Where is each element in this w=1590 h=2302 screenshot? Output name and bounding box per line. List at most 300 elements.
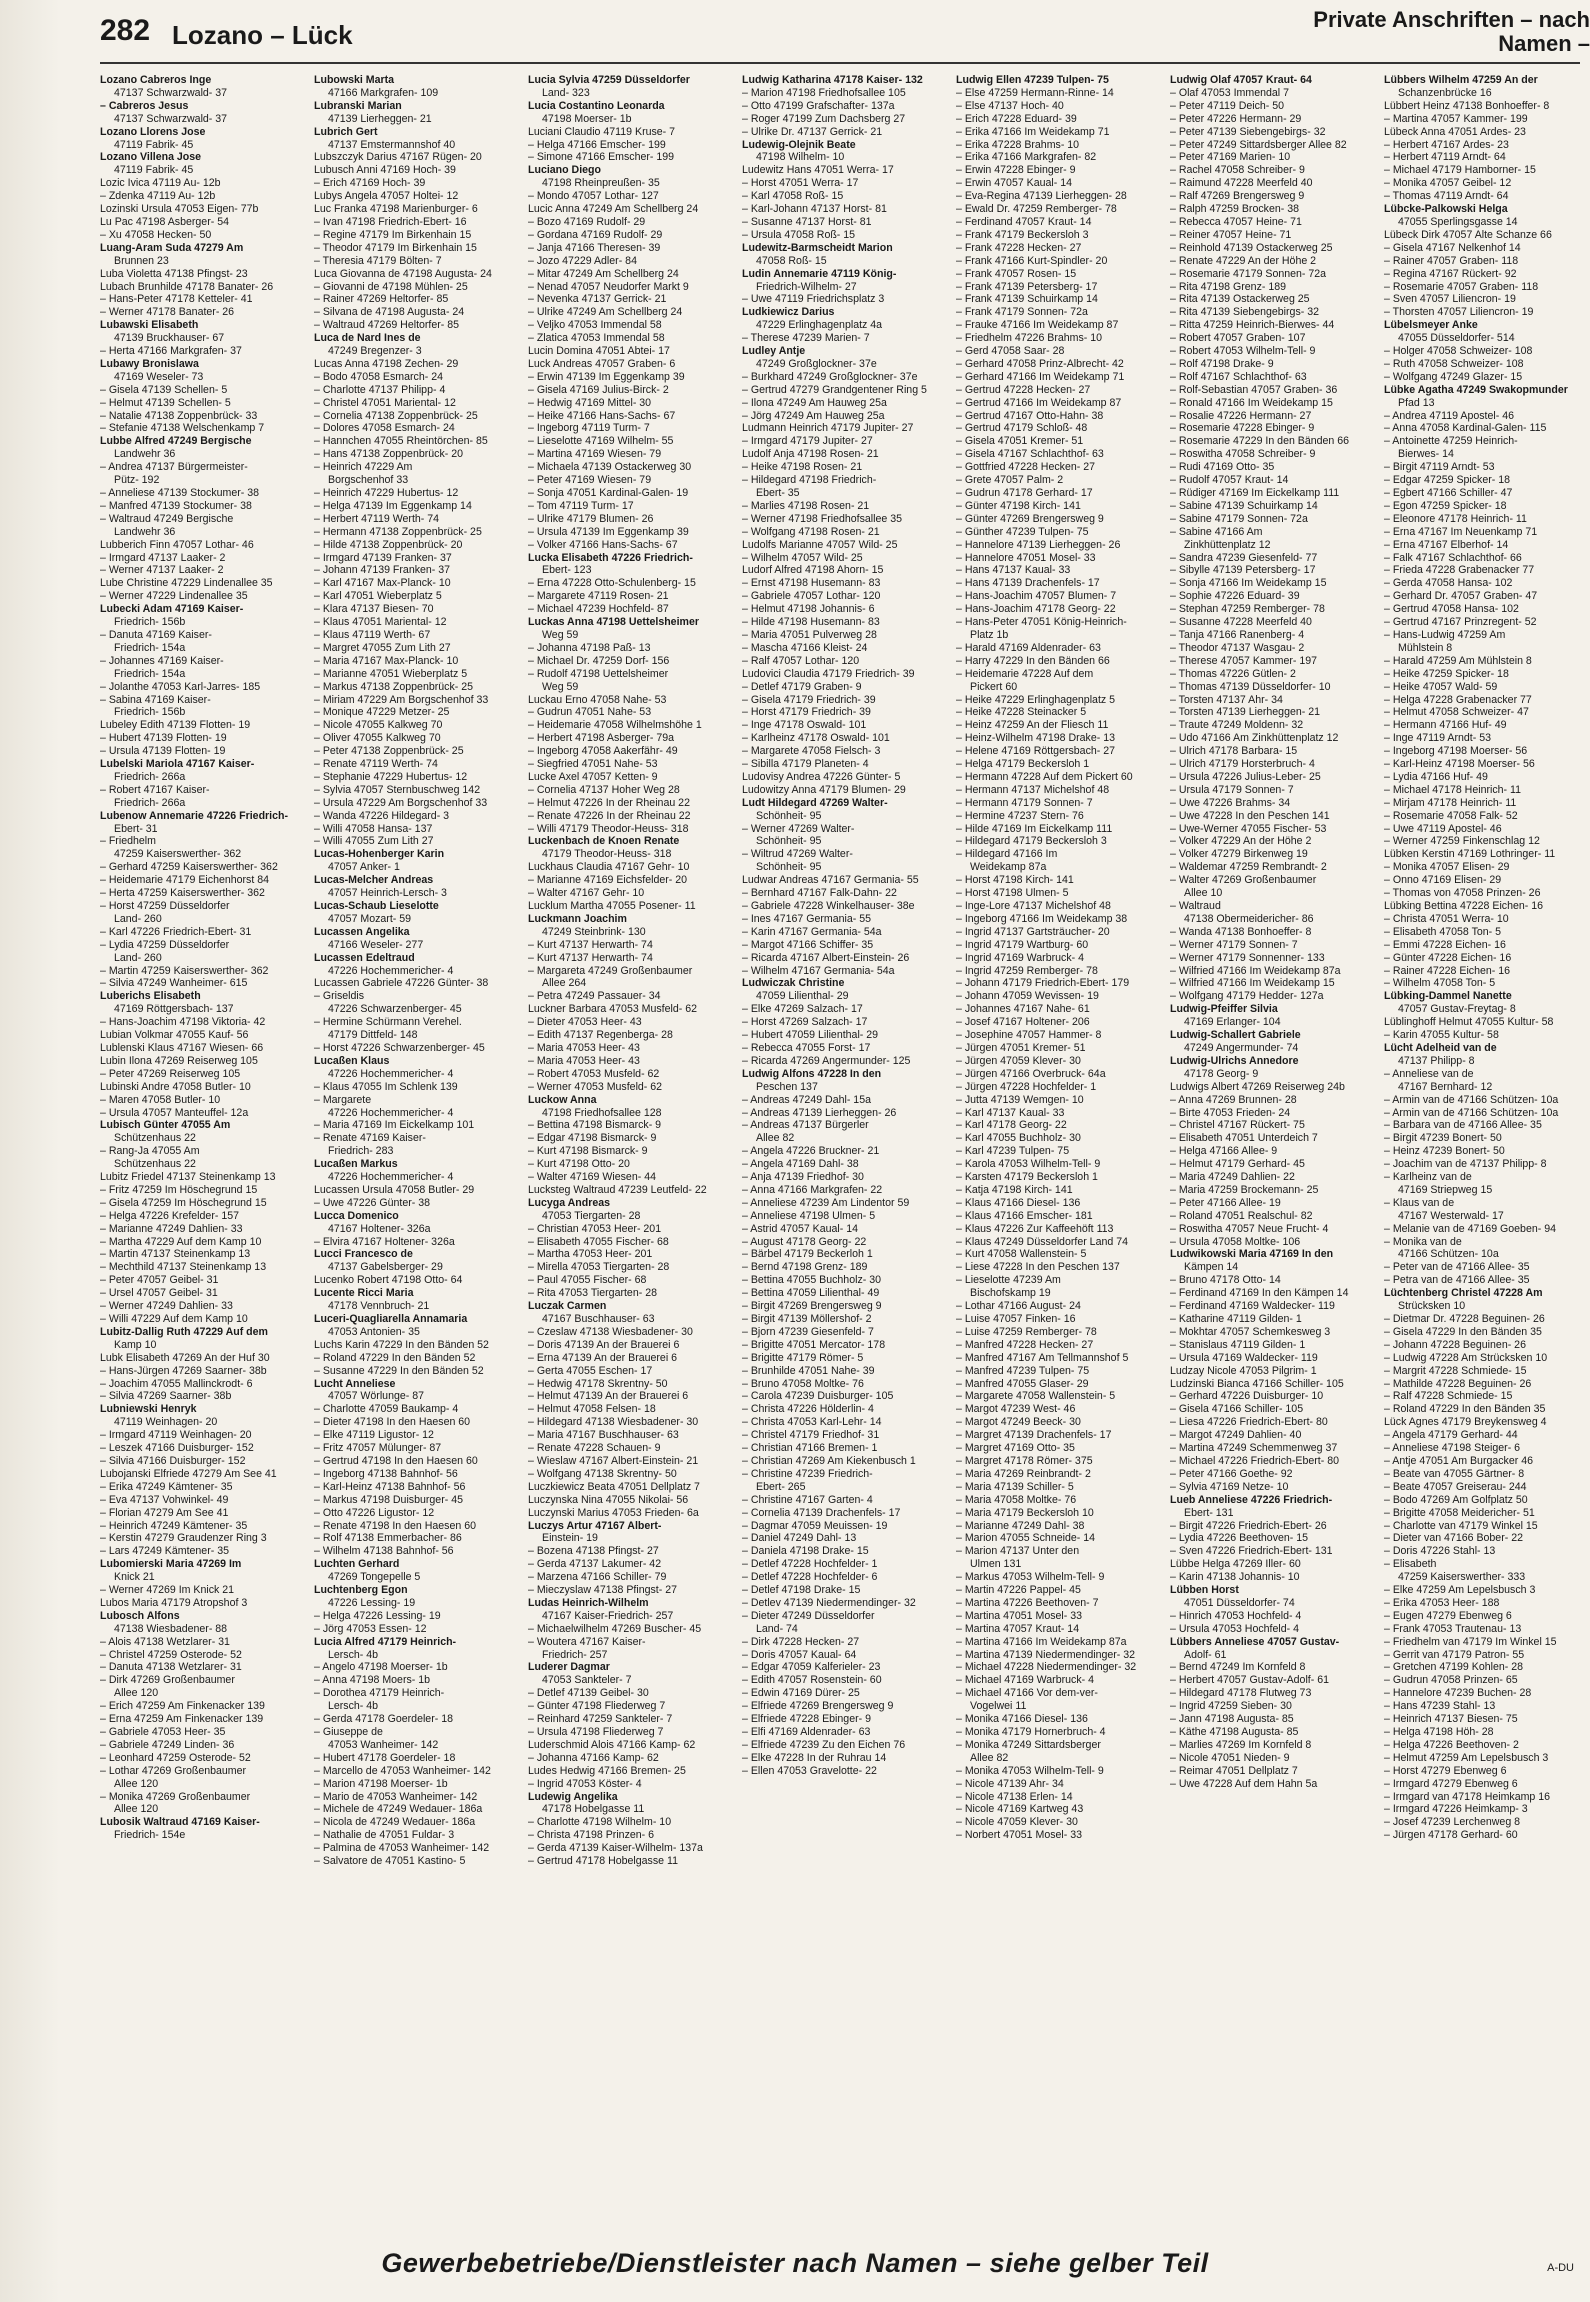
directory-entry: – Paul 47055 Fischer- 68	[528, 1274, 647, 1287]
directory-entry: – Veljko 47053 Immendal 58	[528, 319, 662, 332]
directory-entry: Lubawy Bronislawa	[100, 357, 199, 370]
directory-entry: – Johanna 47166 Kamp- 62	[528, 1751, 659, 1764]
directory-entry: – Ferdinand 47169 In den Kämpen 14	[1170, 1287, 1349, 1300]
directory-entry: – Wilhelm 47057 Wild- 25	[742, 551, 863, 564]
directory-entry: – Erich 47259 Am Finkenacker 139	[100, 1700, 265, 1713]
directory-entry: – Rita 47139 Siebengebirgs- 32	[1170, 306, 1320, 319]
directory-entry: Pütz- 192	[114, 474, 160, 487]
directory-entry: Ludovisy Andrea 47226 Günter- 5	[742, 770, 901, 783]
directory-entry: – Dieter van 47166 Bober- 22	[1384, 1532, 1523, 1545]
directory-entry: – Michael 47169 Warbruck- 4	[956, 1674, 1094, 1687]
directory-entry: – Bernd 47249 Im Kornfeld 8	[1170, 1661, 1306, 1674]
directory-entry: Knick 21	[114, 1571, 155, 1584]
directory-entry: – Helmut 47058 Schweizer- 47	[1384, 706, 1529, 719]
directory-entry: – Hannchen 47055 Rheintörchen- 85	[314, 435, 488, 448]
directory-entry: – Cornelia 47137 Hoher Weg 28	[528, 783, 680, 796]
directory-entry: – Maria 47169 Im Eickelkamp 101	[314, 1119, 475, 1132]
directory-entry: – Karl-Johann 47137 Horst- 81	[742, 203, 887, 216]
directory-entry: – Bettina 47055 Buchholz- 30	[742, 1274, 881, 1287]
directory-entry: 47226 Hochemmericher- 4	[328, 1067, 454, 1080]
directory-entry: Friedrich- 283	[328, 1145, 394, 1158]
directory-entry: – Marianne 47249 Dahlien- 33	[100, 1222, 243, 1235]
directory-entry: Schönheit- 95	[756, 809, 822, 822]
directory-entry: Land- 260	[114, 951, 162, 964]
directory-entry: – Manfred 47228 Hecken- 27	[956, 1338, 1094, 1351]
directory-entry: Luderer Dagmar	[528, 1661, 610, 1674]
directory-entry: – Margret 47169 Otto- 35	[956, 1442, 1075, 1455]
directory-entry: – Sonja 47051 Kardinal-Galen- 19	[528, 487, 689, 499]
directory-entry: – Margareta 47249 Großenbaumer	[528, 964, 693, 977]
directory-entry: – Hans-Joachim 47057 Blumen- 7	[956, 590, 1117, 603]
directory-entry: – Uwe 47226 Brahms- 34	[1170, 796, 1291, 809]
directory-entry: Lublenski Klaus 47167 Wiesen- 66	[100, 1041, 264, 1054]
directory-entry: – Elke 47259 Am Lepelsbusch 3	[1384, 1584, 1536, 1597]
directory-entry: Lübben Horst	[1170, 1584, 1239, 1597]
directory-entry: – Monika 47269 Großenbaumer	[100, 1790, 251, 1803]
directory-entry: Lubrich Gert	[314, 125, 378, 138]
directory-entry: – Tom 47119 Turm- 17	[528, 499, 634, 512]
directory-entry: – Gertrud 47178 Hobelgasse 11	[528, 1855, 678, 1868]
directory-entry: Lubomierski Maria 47269 Im	[100, 1558, 242, 1571]
directory-entry: – Ingrid 47179 Wartburg- 60	[956, 938, 1089, 951]
directory-entry: – Silvia 47269 Saarner- 38b	[100, 1390, 232, 1403]
directory-entry: – Robert 47053 Wilhelm-Tell- 9	[1170, 345, 1316, 358]
directory-entry: – Hermann 47166 Huf- 49	[1384, 719, 1507, 732]
directory-entry: – Bruno 47178 Otto- 14	[1170, 1274, 1281, 1287]
directory-entry: – Johannes 47169 Kaiser-	[100, 654, 224, 667]
directory-entry: – Hubert 47139 Flotten- 19	[100, 732, 227, 745]
directory-entry: – Helga 47139 Im Eggenkamp 14	[314, 499, 472, 512]
directory-entry: 47169 Weseler- 73	[114, 370, 204, 383]
directory-entry: – Ursula 47226 Julius-Leber- 25	[1170, 770, 1321, 783]
directory-entry: – Heinrich 47137 Biesen- 75	[1384, 1713, 1518, 1726]
directory-entry: Lozic Ivica 47119 Au- 12b	[100, 177, 221, 190]
directory-entry: – Ulrike 47249 Am Schellberg 24	[528, 306, 683, 319]
directory-entry: Lube Christine 47229 Lindenallee 35	[100, 577, 273, 590]
directory-entry: – Edgar 47198 Bismarck- 9	[528, 1132, 657, 1145]
directory-entry: Lübcke-Palkowski Helga	[1384, 203, 1508, 216]
directory-entry: – Siegfried 47051 Nahe- 53	[528, 758, 658, 771]
directory-entry: – Cornelia 47138 Zoppenbrück- 25	[314, 409, 478, 422]
directory-entry: – Else 47137 Hoch- 40	[956, 99, 1064, 112]
directory-entry: – Heinz 47259 An der Fliesch 11	[956, 719, 1109, 732]
directory-entry: 47057 Heinrich-Lersch- 3	[328, 887, 447, 900]
directory-entry: Ebert- 35	[756, 487, 800, 499]
directory-entry: Lübke Agatha 47249 Swakopmunder	[1384, 383, 1568, 396]
directory-entry: Luczynska Nina 47055 Nikolai- 56	[528, 1493, 689, 1506]
directory-entry: – Andrea 47119 Apostel- 46	[1384, 409, 1514, 422]
directory-entry: – Charlotte van 47179 Winkel 15	[1384, 1519, 1538, 1532]
directory-entry: – Ralph 47259 Brocken- 38	[1170, 203, 1299, 216]
directory-entry: – Frieda 47228 Grabenacker 77	[1384, 564, 1535, 577]
directory-entry: Luczynski Marius 47053 Frieden- 6a	[528, 1506, 699, 1519]
directory-entry: – Olaf 47053 Immendal 7	[1170, 86, 1289, 99]
directory-entry: – Nevenka 47137 Gerrick- 21	[528, 293, 667, 306]
directory-entry: Luchs Karin 47229 In den Bänden 52	[314, 1338, 489, 1351]
directory-entry: – Birte 47053 Frieden- 24	[1170, 1106, 1291, 1119]
directory-entry: Land- 260	[114, 912, 162, 925]
directory-entry: – Ursula 47139 Im Eggenkamp 39	[528, 525, 689, 538]
directory-entry: – Theodor 47179 Im Birkenhain 15	[314, 241, 477, 254]
directory-entry: – Egbert 47166 Schiller- 47	[1384, 487, 1513, 499]
directory-entry: 47249 Angermunder- 74	[1184, 1041, 1299, 1054]
directory-entry: – Stephanie 47229 Hubertus- 12	[314, 770, 468, 783]
directory-entry: – Jürgen 47166 Overbruck- 64a	[956, 1067, 1106, 1080]
directory-entry: Lubin Ilona 47269 Reiserweg 105	[100, 1054, 258, 1067]
directory-entry: – Herbert 47057 Gustav-Adolf- 61	[1170, 1674, 1329, 1687]
directory-entry: – Peter 47226 Hermann- 29	[1170, 112, 1302, 125]
directory-entry: – Marianne 47169 Eichsfelder- 20	[528, 874, 688, 887]
directory-entry: – Hilde 47198 Husemann- 83	[742, 616, 880, 629]
directory-entry: – Klaus van de	[1384, 1196, 1455, 1209]
directory-entry: – Ulrich 47178 Barbara- 15	[1170, 745, 1298, 758]
directory-entry: – Klaus 47055 Im Schlenk 139	[314, 1080, 458, 1093]
directory-entry: – Liesa 47226 Friedrich-Ebert- 80	[1170, 1416, 1328, 1429]
directory-entry: – Herbert 47119 Arndt- 64	[1384, 151, 1506, 164]
page-number: 282	[100, 14, 151, 47]
directory-entry: – Ernst 47198 Husemann- 83	[742, 577, 881, 590]
directory-columns	[100, 74, 1580, 2234]
directory-entry: – Kurt 47137 Herwarth- 74	[528, 951, 653, 964]
directory-entry: – Ulrike Dr. 47137 Gerrick- 21	[742, 125, 883, 138]
page-name-range: Lozano – Lück	[172, 20, 353, 50]
directory-entry: – Robert 47053 Musfeld- 62	[528, 1067, 660, 1080]
directory-entry: – Rolf 47198 Drake- 9	[1170, 357, 1274, 370]
directory-entry: – Charlotte 47198 Wilhelm- 10	[528, 1816, 672, 1829]
directory-column-3	[528, 74, 724, 2234]
directory-entry: – Theodor 47137 Wasgau- 2	[1170, 641, 1305, 654]
directory-entry: – Lieselotte 47239 Am	[956, 1274, 1061, 1287]
directory-entry: – Ralf 47057 Lothar- 120	[742, 654, 860, 667]
directory-entry: – Eva-Regina 47139 Lierheggen- 28	[956, 190, 1127, 203]
directory-entry: – Gertrud 47279 Grandgentener Ring 5	[742, 383, 927, 396]
directory-entry: – Gisela 47179 Friedrich- 39	[742, 693, 876, 706]
directory-entry: – Angela 47226 Bruckner- 21	[742, 1145, 880, 1158]
directory-entry: – Robert 47057 Graben- 107	[1170, 332, 1306, 345]
directory-entry: Ludzinski Bianca 47166 Schiller- 105	[1170, 1377, 1344, 1390]
directory-entry: – Griseldis	[314, 990, 365, 1003]
directory-entry: – Therese 47239 Marien- 7	[742, 332, 870, 345]
directory-entry: – Angela 47169 Dahl- 38	[742, 1158, 859, 1171]
directory-entry: – Christa 47226 Hölderlin- 4	[742, 1403, 874, 1416]
directory-entry: Vogelwei 11	[970, 1700, 1027, 1713]
directory-entry: – Wiltrud 47269 Walter-	[742, 848, 853, 861]
directory-entry: – Martina 47057 Kammer- 199	[1384, 112, 1528, 125]
directory-entry: Einstein- 19	[542, 1532, 598, 1545]
directory-entry: – Andreas 47139 Lierheggen- 26	[742, 1106, 897, 1119]
directory-entry: Schützenhaus 22	[114, 1132, 196, 1145]
directory-entry: – Peter 47139 Siebengebirgs- 32	[1170, 125, 1326, 138]
directory-entry: – Günter 47198 Kirch- 141	[956, 499, 1081, 512]
directory-column-7	[1384, 74, 1580, 2234]
directory-entry: – Ingeborg 47166 Im Weidekamp 38	[956, 912, 1128, 925]
directory-column-6	[1170, 74, 1366, 2234]
directory-entry: – Hermann 47228 Auf dem Pickert 60	[956, 770, 1133, 783]
directory-entry: – Irmgard 47226 Heimkamp- 3	[1384, 1803, 1528, 1816]
directory-entry: 47137 Schwarzwald- 37	[114, 112, 228, 125]
directory-entry: Luciano Diego	[528, 164, 601, 177]
directory-entry: – Oliver 47055 Kalkweg 70	[314, 732, 441, 745]
directory-entry: Lucas Anna 47198 Zechen- 29	[314, 357, 459, 370]
directory-entry: – Stanislaus 47119 Gilden- 1	[1170, 1338, 1306, 1351]
directory-entry: – Angelo 47198 Moerser- 1b	[314, 1661, 448, 1674]
directory-entry: – Rolf-Sebastian 47057 Graben- 36	[1170, 383, 1338, 396]
directory-entry: – Johann 47139 Franken- 37	[314, 564, 451, 577]
directory-entry: 47249 Steinbrink- 130	[542, 925, 646, 938]
directory-entry: – Heidemarie 47058 Wilhelmshöhe 1	[528, 719, 702, 732]
directory-entry: Lucente Ricci Maria	[314, 1287, 414, 1300]
directory-entry: Ludkiewicz Darius	[742, 306, 835, 319]
directory-entry: – Hans 47137 Kaual- 33	[956, 564, 1071, 577]
directory-entry: – Falk 47167 Schlachthof- 66	[1384, 551, 1522, 564]
directory-entry: Lüblinghoff Helmut 47055 Kultur- 58	[1384, 1016, 1554, 1029]
directory-entry: 47226 Hochemmericher- 4	[328, 1106, 454, 1119]
directory-entry: – Gerd 47058 Saar- 28	[956, 345, 1065, 358]
directory-entry: – Bernd 47198 Grenz- 189	[742, 1261, 868, 1274]
directory-entry: – Johann 47179 Friedrich-Ebert- 179	[956, 977, 1130, 990]
directory-entry: – Heike 47229 Erlinghagenplatz 5	[956, 693, 1116, 706]
directory-entry: – Xu 47058 Hecken- 50	[100, 228, 212, 241]
page-header	[100, 8, 1590, 68]
directory-entry: – Salvatore de 47051 Kastino- 5	[314, 1855, 466, 1868]
directory-entry: – Karola 47053 Wilhelm-Tell- 9	[956, 1158, 1101, 1171]
directory-entry: – Torsten 47137 Ahr- 34	[1170, 693, 1283, 706]
directory-entry: – Horst 47259 Düsseldorfer	[100, 900, 230, 912]
directory-entry: – Roswitha 47057 Neue Frucht- 4	[1170, 1222, 1329, 1235]
directory-entry: – Gertrud 47166 Im Weidekamp 87	[956, 396, 1122, 409]
directory-entry: – Frank 47228 Hecken- 27	[956, 241, 1082, 254]
directory-entry: Ludorf Alfred 47198 Ahorn- 15	[742, 564, 884, 577]
directory-entry: – Lydia 47259 Düsseldorfer	[100, 938, 230, 951]
directory-entry: – Anneliese 47139 Stockumer- 38	[100, 487, 260, 499]
directory-entry: – Rainer 47228 Eichen- 16	[1384, 964, 1511, 977]
directory-entry: – Elfriede 47269 Brengersweg 9	[742, 1700, 894, 1713]
directory-entry: – Martin 47226 Pappel- 45	[956, 1584, 1081, 1597]
directory-entry: – Willi 47229 Auf dem Kamp 10	[100, 1313, 248, 1325]
directory-entry: – Manfred 47239 Tulpen- 75	[956, 1364, 1090, 1377]
directory-entry: – Karin 47055 Kultur- 58	[1384, 1029, 1499, 1042]
directory-entry: Luceri-Quagliarella Annamaria	[314, 1313, 468, 1325]
directory-entry: – Anna 47166 Markgrafen- 22	[742, 1183, 883, 1196]
directory-entry: 47169 Striepweg 15	[1398, 1183, 1493, 1196]
directory-entry: – Raimund 47228 Meerfeld 40	[1170, 177, 1313, 190]
directory-entry: – Thomas 47139 Düsseldorfer- 10	[1170, 680, 1331, 693]
directory-entry: 47249 Großglockner- 37e	[756, 357, 877, 370]
directory-entry: – Harald 47169 Aldenrader- 63	[956, 641, 1101, 654]
directory-entry: Lübbers Wilhelm 47259 An der	[1384, 74, 1538, 86]
directory-entry: Lübelsmeyer Anke	[1384, 319, 1478, 332]
directory-entry: – Jürgen 47228 Hochfelder- 1	[956, 1080, 1097, 1093]
directory-entry: – Ursula 47058 Roß- 15	[742, 228, 856, 241]
directory-entry: Ludovici Claudia 47179 Friedrich- 39	[742, 667, 915, 680]
directory-entry: – August 47178 Georg- 22	[742, 1235, 867, 1248]
directory-entry: – Jozo 47229 Adler- 84	[528, 254, 637, 267]
directory-entry: Luckow Anna	[528, 1093, 597, 1106]
directory-entry: – Horst 47198 Kirch- 141	[956, 874, 1074, 887]
directory-entry: – Gertrud 47167 Prinzregent- 52	[1384, 616, 1537, 629]
directory-entry: – Andreas 47137 Bürgerler	[742, 1119, 869, 1132]
directory-entry: – Frank 47139 Petersberg- 17	[956, 280, 1098, 293]
directory-entry: – Gisela 47139 Schellen- 5	[100, 383, 228, 396]
directory-entry: – Ingrid 47259 Sieben- 30	[1170, 1700, 1292, 1713]
directory-entry: – Armin van de 47166 Schützen- 10a	[1384, 1093, 1559, 1106]
directory-entry: 47057 Wörlunge- 87	[328, 1390, 424, 1403]
directory-entry: 47198 Wilhelm- 10	[756, 151, 845, 164]
directory-entry: – Manfred 47055 Glaser- 29	[956, 1377, 1089, 1390]
directory-entry: – Ursula 47179 Sonnen- 7	[1170, 783, 1294, 796]
directory-entry: Ludin Annemarie 47119 König-	[742, 267, 897, 280]
directory-entry: – Hans-Joachim 47198 Viktoria- 42	[100, 1016, 266, 1029]
directory-entry: Ludwig Alfons 47228 In den	[742, 1067, 882, 1080]
directory-entry: – Erna 47259 Am Finkenacker 139	[100, 1713, 264, 1726]
directory-entry: – Marianne 47249 Dahl- 38	[956, 1519, 1085, 1532]
directory-entry: 47055 Sperlingsgasse 14	[1398, 215, 1518, 228]
directory-entry: – Renate 47228 Schauen- 9	[528, 1442, 661, 1455]
directory-entry: – Gerhard 47259 Kaiserswerther- 362	[100, 861, 278, 874]
directory-entry: – Birgit 47269 Brengersweg 9	[742, 1300, 882, 1313]
footer-code: A-DU	[1547, 2262, 1574, 2274]
directory-entry: – Inge 47119 Arndt- 53	[1384, 732, 1492, 745]
directory-entry: – Käthe 47198 Augusta- 85	[1170, 1726, 1299, 1738]
directory-entry: 47167 Westerwald- 17	[1398, 1209, 1504, 1222]
directory-entry: Lubojanski Elfriede 47279 Am See 41	[100, 1467, 277, 1480]
directory-entry: – Rosemarie 47057 Graben- 118	[1384, 280, 1539, 293]
directory-entry: – Werner 47137 Laaker- 2	[100, 564, 224, 577]
directory-entry: 47057 Mozart- 59	[328, 912, 412, 925]
directory-entry: – Grete 47057 Palm- 2	[956, 474, 1064, 487]
directory-entry: – Zdenka 47119 Au- 12b	[100, 190, 216, 203]
directory-entry: – Hermann 47138 Zoppenbrück- 25	[314, 525, 482, 538]
directory-entry: – Rainer 47057 Graben- 118	[1384, 254, 1519, 267]
directory-entry: – Ingrid 47169 Warbruck- 4	[956, 951, 1084, 964]
directory-entry: – Torsten 47139 Lierheggen- 21	[1170, 706, 1320, 719]
directory-entry: – Jörg 47053 Essen- 12	[314, 1622, 427, 1635]
directory-entry: Ludwig Ellen 47239 Tulpen- 75	[956, 74, 1109, 86]
directory-entry: Ludewitz-Barmscheidt Marion	[742, 241, 893, 254]
directory-entry: – Roger 47199 Zum Dachsberg 27	[742, 112, 906, 125]
directory-entry: – Martin 47137 Steinenkamp 13	[100, 1248, 251, 1261]
directory-entry: – Hannelore 47139 Lierheggen- 26	[956, 538, 1121, 551]
directory-entry: – Gisela 47167 Nelkenhof 14	[1384, 241, 1521, 254]
directory-entry: Ludewig-Olejnik Beate	[742, 138, 856, 151]
directory-entry: Pickert 60	[970, 680, 1018, 693]
directory-entry: – Karl-Heinz 47198 Moerser- 56	[1384, 758, 1535, 771]
directory-entry: 47198 Friedhofsallee 128	[542, 1106, 662, 1119]
directory-entry: – Anneliese 47198 Ulmen- 5	[742, 1209, 876, 1222]
directory-entry: – Frauke 47166 Im Weidekamp 87	[956, 319, 1119, 332]
directory-entry: – Palmina de 47053 Wanheimer- 142	[314, 1842, 490, 1855]
directory-entry: – Margot 47249 Dahlien- 40	[1170, 1429, 1302, 1442]
directory-entry: – Marzena 47166 Schiller- 79	[528, 1571, 667, 1584]
directory-entry: – Markus 47138 Zoppenbrück- 25	[314, 680, 473, 693]
directory-entry: Lucklum Martha 47055 Posener- 11	[528, 900, 696, 912]
directory-entry: Friedrich-Wilhelm- 27	[756, 280, 857, 293]
directory-entry: – Ralf 47228 Schmiede- 15	[1384, 1390, 1513, 1403]
directory-entry: – Elfriede 47239 Zu den Eichen 76	[742, 1738, 906, 1751]
directory-entry: Land- 323	[542, 86, 590, 99]
directory-entry: – Hermine 47237 Stern- 76	[956, 809, 1084, 822]
directory-entry: – Gertrud 47198 In den Haesen 60	[314, 1454, 478, 1467]
directory-entry: – Günter 47228 Eichen- 16	[1384, 951, 1512, 964]
directory-entry: – Klaus 47119 Werth- 67	[314, 628, 431, 641]
directory-entry: – Margrit 47228 Schmiede- 15	[1384, 1364, 1527, 1377]
directory-entry: – Marion 47137 Unter den	[956, 1545, 1080, 1558]
directory-entry: – Reinhard 47259 Sankteler- 7	[528, 1713, 673, 1726]
directory-entry: – Giuseppe de	[314, 1726, 383, 1738]
directory-entry: – Fritz 47057 Mülunger- 87	[314, 1442, 442, 1455]
directory-entry: Lucaßen Markus	[314, 1158, 398, 1171]
directory-entry: – Birgit 47119 Arndt- 53	[1384, 461, 1495, 474]
directory-entry: – Gertrud 47179 Schloß- 48	[956, 422, 1088, 435]
directory-entry: – Edwin 47169 Dürer- 25	[742, 1687, 860, 1700]
directory-entry: – Karl 47058 Roß- 15	[742, 190, 844, 203]
directory-entry: Lubenow Annemarie 47226 Friedrich-	[100, 809, 288, 822]
directory-entry: – Peter 47249 Sittardsberger Allee 82	[1170, 138, 1347, 151]
directory-entry: – Gerhard 47058 Prinz-Albrecht- 42	[956, 357, 1124, 370]
directory-entry: – Uwe-Werner 47055 Fischer- 53	[1170, 822, 1327, 835]
directory-entry: Ludewig Angelika	[528, 1790, 618, 1803]
directory-entry: – Martha 47053 Heer- 201	[528, 1248, 653, 1261]
directory-entry: – Sophie 47226 Eduard- 39	[1170, 590, 1300, 603]
directory-entry: Lucassen Ursula 47058 Butler- 29	[314, 1183, 475, 1196]
directory-entry: – Sonja 47166 Im Weidekamp 15	[1170, 577, 1327, 590]
directory-entry: – Anneliese 47239 Am Lindentor 59	[742, 1196, 910, 1209]
directory-entry: – Rudi 47169 Otto- 35	[1170, 461, 1275, 474]
directory-entry: Luberichs Elisabeth	[100, 990, 201, 1003]
directory-entry: – Horst 47226 Schwarzenberger- 45	[314, 1041, 485, 1054]
directory-entry: – Cornelia 47139 Drachenfels- 17	[742, 1506, 901, 1519]
directory-entry: Lucas-Melcher Andreas	[314, 874, 434, 887]
directory-entry: – Irmgard van 47178 Heimkamp 16	[1384, 1790, 1551, 1803]
directory-entry: – Bernhard 47167 Falk-Dahn- 22	[742, 887, 897, 900]
directory-entry: – Christine 47239 Friedrich-	[742, 1467, 873, 1480]
directory-entry: – Wilhelm 47138 Bahnhof- 56	[314, 1545, 454, 1558]
directory-entry: – Kurt 47137 Herwarth- 74	[528, 938, 653, 951]
directory-entry: Schönheit- 95	[756, 835, 822, 848]
directory-entry: 47138 Wiesbadener- 88	[114, 1622, 228, 1635]
directory-entry: – Frank 47057 Rosen- 15	[956, 267, 1077, 280]
directory-entry: – Erich 47169 Hoch- 39	[314, 177, 426, 190]
directory-entry: Lubecki Adam 47169 Kaiser-	[100, 603, 244, 616]
directory-entry: – Marion 47055 Schneide- 14	[956, 1532, 1095, 1545]
directory-entry: – Ursel 47057 Geibel- 31	[100, 1287, 218, 1300]
directory-entry: – Erna 47228 Otto-Schulenberg- 15	[528, 577, 696, 590]
directory-entry: – Marcello de 47053 Wanheimer- 142	[314, 1764, 491, 1777]
directory-entry: Lozinski Ursula 47053 Eigen- 77b	[100, 203, 259, 216]
directory-entry: – Hilde 47169 Im Eickelkamp 111	[956, 822, 1113, 835]
directory-entry: 47167 Kaiser-Friedrich- 257	[542, 1609, 674, 1622]
directory-entry: – Angela 47179 Gerhard- 44	[1384, 1429, 1518, 1442]
directory-entry: – Klaus 47166 Emscher- 181	[956, 1209, 1093, 1222]
directory-entry: Weg 59	[542, 680, 579, 693]
directory-entry: 47057 Gustav-Freytag- 8	[1398, 1003, 1516, 1016]
directory-entry: – Rebecca 47055 Forst- 17	[742, 1041, 871, 1054]
directory-entry: – Bärbel 47179 Beckerloh 1	[742, 1248, 873, 1261]
directory-entry: Lersch- 4b	[328, 1648, 379, 1661]
directory-entry: – Heidemarie 47179 Eichenhorst 84	[100, 874, 270, 887]
directory-entry: – Petra van de 47166 Allee- 35	[1384, 1274, 1530, 1287]
directory-entry: – Florian 47279 Am See 41	[100, 1506, 229, 1519]
directory-entry: Lubusch Anni 47169 Hoch- 39	[314, 164, 456, 177]
directory-entry: – Sylvia 47057 Sternbuschweg 142	[314, 783, 481, 796]
directory-entry: – Helga 47228 Grabenacker 77	[1384, 693, 1532, 706]
directory-entry: – Anna 47058 Kardinal-Galen- 115	[1384, 422, 1547, 435]
directory-entry: – Christa 47051 Werra- 10	[1384, 912, 1509, 925]
directory-entry: Lubawski Elisabeth	[100, 319, 199, 332]
directory-entry: – Wolfgang 47138 Skrentny- 50	[528, 1467, 677, 1480]
directory-entry: – Thomas von 47058 Prinzen- 26	[1384, 887, 1541, 900]
directory-entry: – Klaus 47226 Zur Kaffeehöft 113	[956, 1222, 1114, 1235]
